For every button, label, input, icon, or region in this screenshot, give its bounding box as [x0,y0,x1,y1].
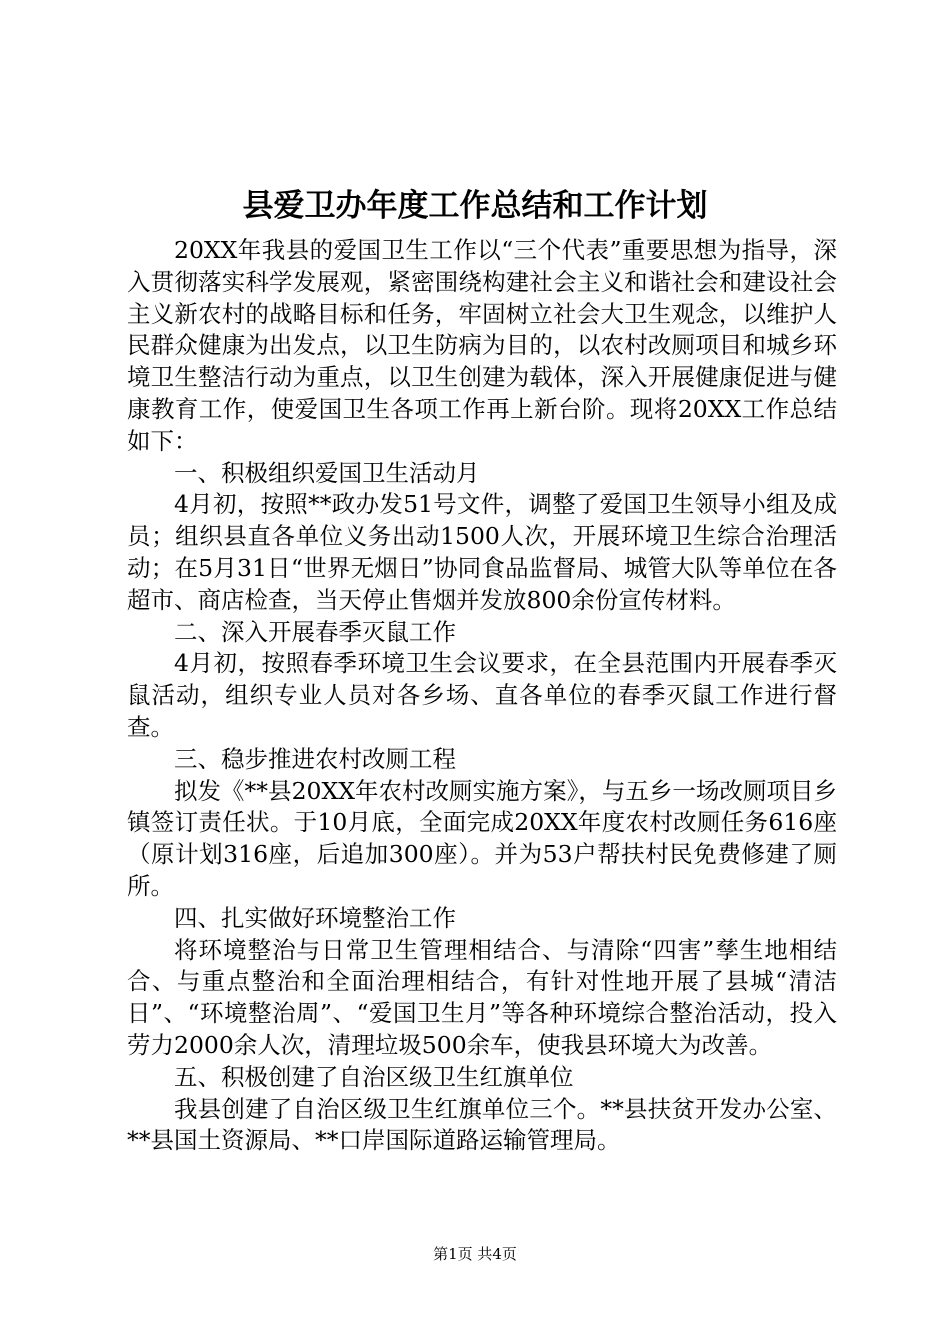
section-heading-2: 二、深入开展春季灭鼠工作 [174,617,456,646]
document-title: 县爱卫办年度工作总结和工作计划 [242,188,708,224]
section-paragraph-1: 4月初，按照**政办发51号文件，调整了爱国卫生领导小组及成员；组织县直各单位义务出动1500人次，开展环境卫生综合治理活动；在5月31日“世界无烟日”协同食品监督局、城管大队等单位在各超市、商店检查，当天停止售烟并发放800余份宣传材料。 [127,490,837,614]
section-heading-5: 五、积极创建了自治区级卫生红旗单位 [174,1062,574,1091]
section-paragraph-5: 我县创建了自治区级卫生红旗单位三个。**县扶贫开发办公室、**县国土资源局、**口岸国际道路运输管理局。 [127,1094,837,1155]
section-paragraph-4: 将环境整治与日常卫生管理相结合、与清除“四害”孳生地相结合、与重点整治和全面治理相结合，有针对性地开展了县城“清洁日”、“环境整治周”、“爱国卫生月”等各种环境综合整治活动，投入劳力2000余人次，清理垃圾500余车，使我县环境大为改善。 [127,935,837,1059]
section-heading-4: 四、扎实做好环境整治工作 [174,903,456,932]
document-body [127,235,837,1157]
section-paragraph-2: 4月初，按照春季环境卫生会议要求，在全县范围内开展春季灭鼠活动，组织专业人员对各乡场、直各单位的春季灭鼠工作进行督查。 [127,649,837,741]
intro-paragraph: 20XX年我县的爱国卫生工作以“三个代表”重要思想为指导，深入贯彻落实科学发展观，紧密围绕构建社会主义和谐社会和建设社会主义新农村的战略目标和任务，牢固树立社会大卫生观念，以维护人民群众健康为出发点，以卫生防病为目的，以农村改厕项目和城乡环境卫生整洁行动为重点，以卫生创建为载体，深入开展健康促进与健康教育工作，使爱国卫生各项工作再上新台阶。现将20XX工作总结如下： [127,236,837,455]
page-number-footer: 第1页 共4页 [433,1245,517,1263]
section-heading-1: 一、积极组织爱国卫生活动月 [174,458,480,487]
section-heading-3: 三、稳步推进农村改厕工程 [174,744,456,773]
section-paragraph-3: 拟发《**县20XX年农村改厕实施方案》，与五乡一场改厕项目乡镇签订责任状。于10月底，全面完成20XX年度农村改厕任务616座（原计划316座，后追加300座）。并为53户帮扶村民免费修建了厕所。 [127,776,837,900]
